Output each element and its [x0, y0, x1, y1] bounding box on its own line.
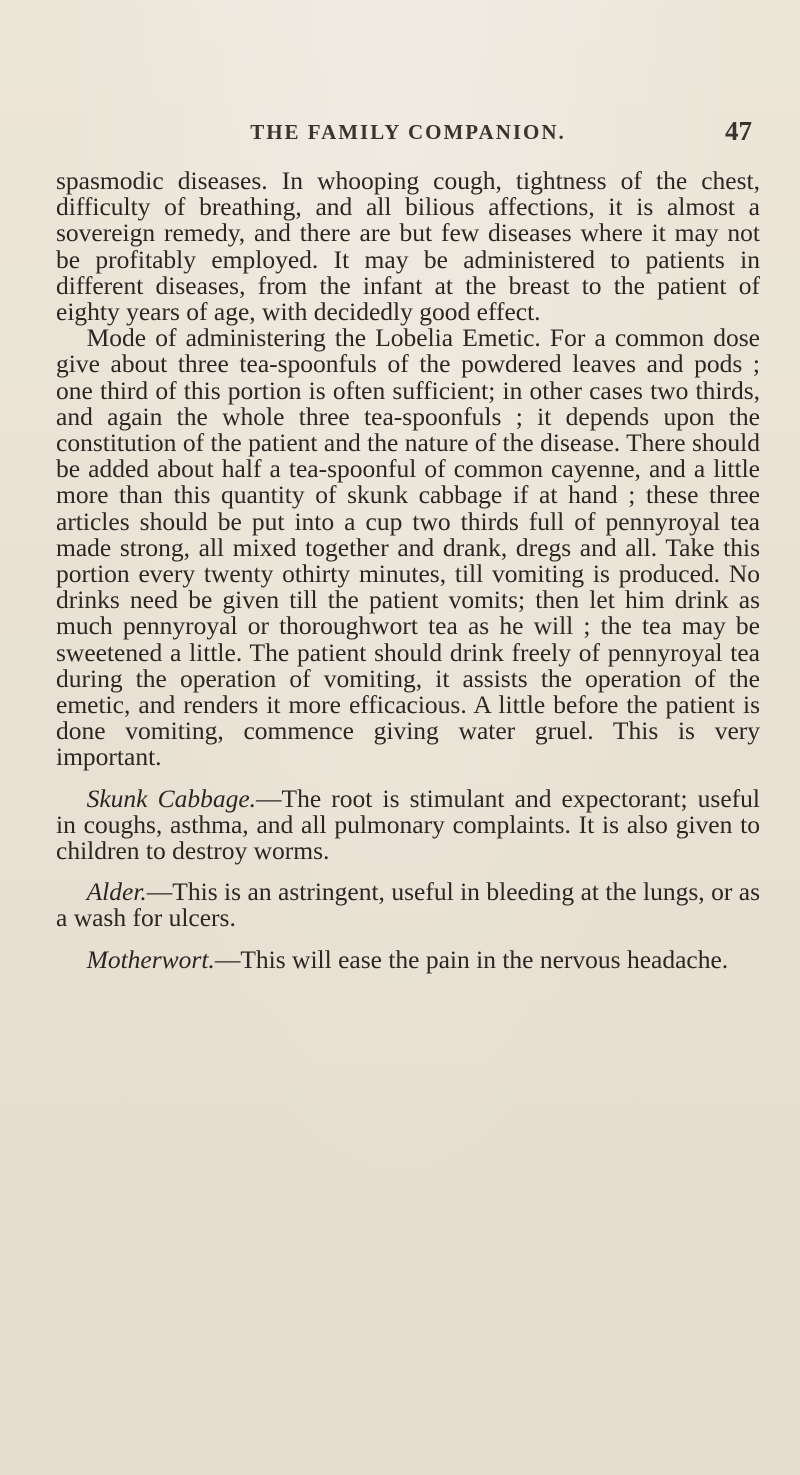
page-number: 47 — [725, 116, 752, 146]
running-head — [56, 116, 760, 154]
running-title: THE FAMILY COMPANION. — [250, 120, 566, 144]
herb-text-alder: —This is an astringent, useful in bleeding at the lungs, or as a wash for ulcers. — [56, 877, 760, 933]
herb-text-skunk-cabbage: —The root is stimulant and expectorant; useful in coughs, asthma, and all pulmonary complaints. It is also given to children to destroy worms. — [56, 783, 760, 866]
paragraph-alder — [56, 879, 760, 931]
herb-name-motherwort: Motherwort. — [86, 944, 215, 974]
paragraph-spasmodic-diseases: spasmodic diseases. In whooping cough, tightness of the chest, difficulty of breathing, and all bilious affections, it is almost a sovereign remedy, and there are but few diseases where it may not be profitably employed. It may be administered to patients in different diseases, from the infant at the breast to the patient of eighty years of age, with decidedly good effect. — [56, 166, 760, 327]
paragraph-mode-of-administering: Mode of administering the Lobelia Emetic. For a common dose give about three tea-spoonfuls of the powdered leaves and pods ; one third of this portion is often sufficient; in other cases two thirds, and again the whole three tea-spoonfuls ; it depends upon the constitution of the patient and the nature of the disease. There should be added about half a tea-spoonful of common cayenne, and a little more than this quantity of skunk cabbage if at hand ; these three articles should be put into a cup two thirds full of pennyroyal tea made strong, all mixed together and drank, dregs and all. Take this portion every twenty othirty minutes, till vomiting is produced. No drinks need be given till the patient vomits; then let him drink as much pennyroyal or thoroughwort tea as he will ; the tea may be sweetened a little. The patient should drink freely of pennyroyal tea during the operation of vomiting, it assists the operation of the emetic, and renders it more efficacious. A little before the patient is done vomiting, commence giving water gruel. This is very important. — [56, 323, 760, 772]
paragraph-motherwort — [56, 944, 760, 974]
herb-name-alder: Alder. — [86, 877, 147, 907]
body-text — [56, 168, 760, 973]
herb-text-motherwort: —This will ease the pain in the nervous headache. — [214, 944, 729, 974]
paragraph-skunk-cabbage — [56, 783, 760, 866]
herb-name-skunk-cabbage: Skunk Cabbage. — [86, 783, 257, 813]
